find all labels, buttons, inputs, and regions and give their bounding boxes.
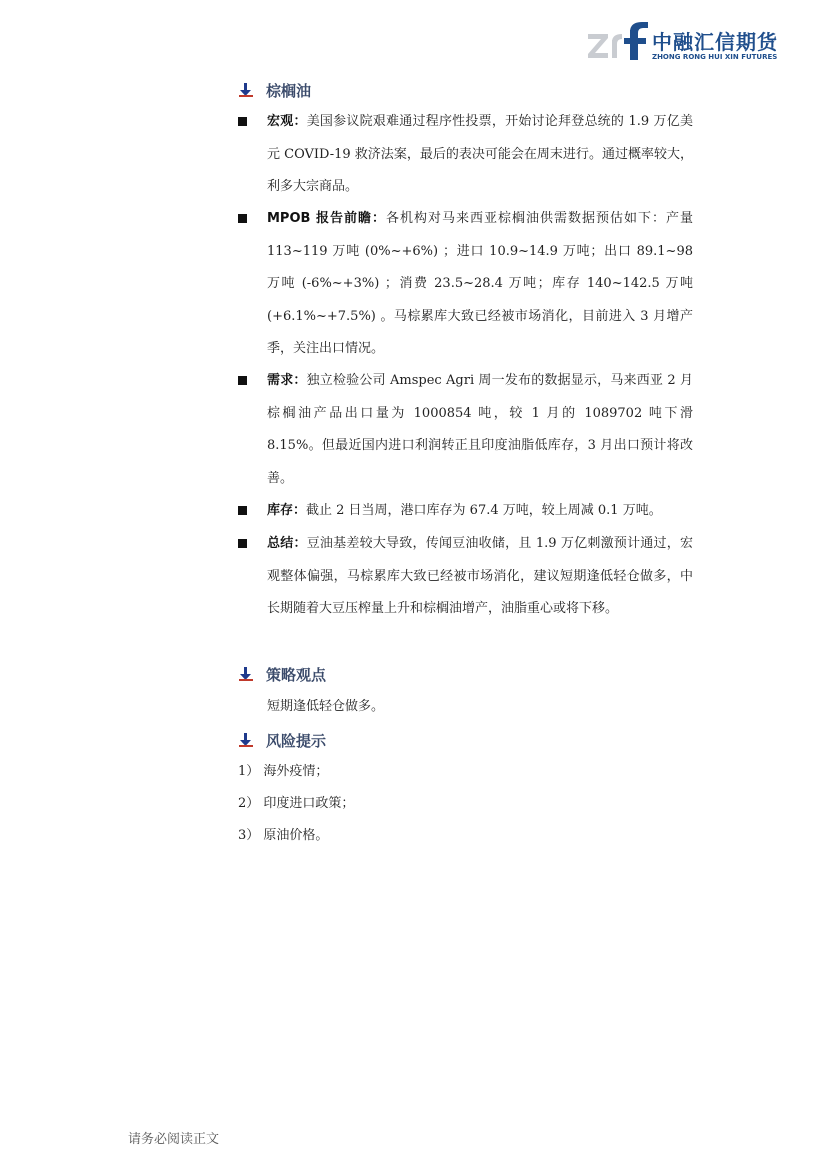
risk-item [238, 826, 328, 846]
square-bullet-icon [238, 539, 247, 548]
section-title: 棕榈油 [266, 81, 312, 100]
bullet-inventory [238, 495, 693, 528]
bullet-mpob-preview [238, 203, 693, 366]
down-arrow-icon [238, 732, 254, 748]
section-heading-risk [238, 728, 326, 752]
risk-item [238, 762, 328, 782]
zrf-logo-mark-icon [586, 20, 650, 64]
bullet-macro [238, 106, 693, 204]
section-title: 风险提示 [266, 731, 327, 750]
down-arrow-icon [238, 82, 254, 98]
square-bullet-icon [238, 506, 247, 515]
bullet-label: 需求： [267, 373, 307, 388]
bullet-body: 独立检验公司 Amspec Agri 周一发布的数据显示，马来西亚 2 月棕榈油产品出口量为 1000854 吨，较 1 月的 1089702 吨下滑 8.15%。但最近国内进口利润转正且印度油脂低库存，3 月出口预计将改善。 [267, 373, 693, 486]
square-bullet-icon [238, 117, 247, 126]
risk-item-text: 印度进口政策； [263, 796, 355, 811]
section-heading-palm-oil [238, 78, 311, 102]
bullet-body: 豆油基差较大导致，传闻豆油收储，且 1.9 万亿刺激预计通过，宏观整体偏强，马棕累库大致已经被市场消化，建议短期逢低轻仓做多，中长期随着大豆压榨量上升和棕榈油增产，油脂重心或将下移。 [267, 536, 693, 616]
risk-item-number: 2） [238, 796, 260, 811]
risk-item-text: 海外疫情； [263, 764, 329, 779]
bullet-body: 各机构对马来西亚棕榈油供需数据预估如下：产量 113~119 万吨 (0%~+6%) ；进口 10.9~14.9 万吨；出口 89.1~98 万吨 (-6%~+3%) ；消费 23.5~28.4 万吨；库存 140~142.5 万吨 (+6.1%~+7.5%) 。马棕累库大致已经被市场消化，目前进入 3 月增产季，关注出口情况。 [267, 211, 693, 356]
risk-item-number: 3） [238, 828, 260, 843]
bullet-summary [238, 528, 693, 626]
logo-text-en: ZHONG RONG HUI XIN FUTURES [652, 53, 778, 61]
logo-text-cn: 中融汇信期货 [652, 30, 778, 54]
bullet-label: 库存： [267, 503, 307, 518]
section-title: 策略观点 [266, 665, 327, 684]
risk-item-number: 1） [238, 764, 260, 779]
company-logo [586, 20, 786, 64]
bullet-body: 截止 2 日当周，港口库存为 67.4 万吨，较上周减 0.1 万吨。 [306, 503, 662, 518]
bullet-label: MPOB 报告前瞻： [267, 211, 386, 226]
section-heading-strategy [238, 662, 326, 686]
bullet-body: 美国参议院艰难通过程序性投票，开始讨论拜登总统的 1.9 万亿美元 COVID-19 救济法案，最后的表决可能会在周末进行。通过概率较大，利多大宗商品。 [267, 114, 693, 194]
bullet-label: 总结： [267, 536, 307, 551]
strategy-text: 短期逢低轻仓做多。 [267, 699, 385, 714]
bullet-demand [238, 365, 693, 495]
risk-item-text: 原油价格。 [263, 828, 329, 843]
square-bullet-icon [238, 214, 247, 223]
down-arrow-icon [238, 666, 254, 682]
risk-item [238, 794, 354, 814]
bullet-label: 宏观： [267, 114, 307, 129]
footer-disclaimer: 请务必阅读正文 [128, 1132, 220, 1147]
square-bullet-icon [238, 376, 247, 385]
